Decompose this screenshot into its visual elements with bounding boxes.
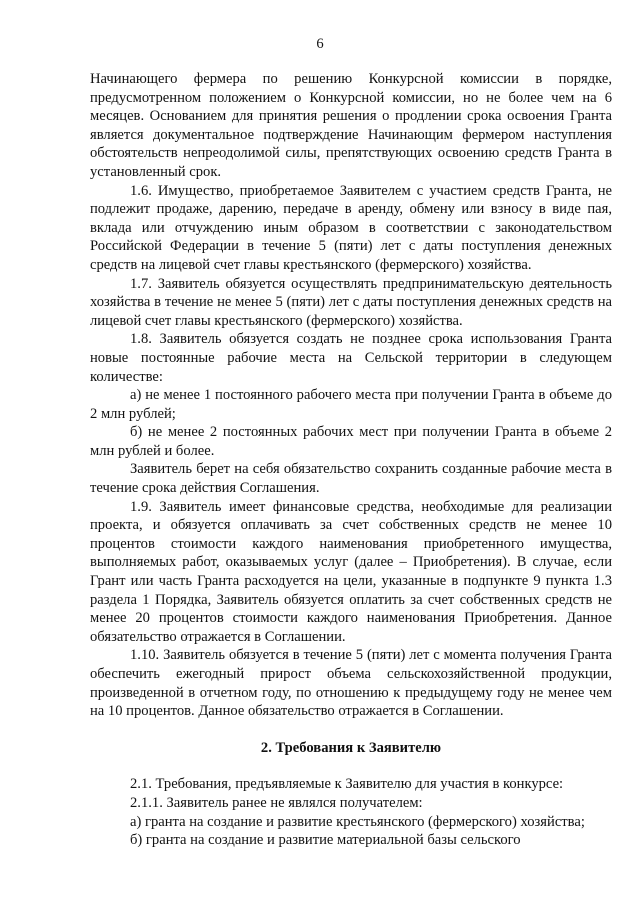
paragraph-1-8-a: а) не менее 1 постоянного рабочего места при получении Гранта в объеме до 2 млн рублей; <box>90 387 612 422</box>
paragraph-2-1: 2.1. Требования, предъявляемые к Заявителю для участия в конкурсе: <box>130 776 564 793</box>
paragraph-1-8-obligation: Заявитель берет на себя обязательство сохранить созданные рабочие места в течение срока действия Соглашения. <box>90 461 612 497</box>
paragraph-1-10: 1.10. Заявитель обязуется в течение 5 (пяти) лет с момента получения Гранта обеспечить ежегодный прирост объема сельскохозяйственной продукции, произведенной в отчетном году, по отношению к предыдущему году не менее чем на 10 процентов. Данное обязательство отражается в Соглашении. <box>90 647 612 720</box>
section-heading: 2. Требования к Заявителю <box>260 739 442 756</box>
paragraph-continuation: Начинающего фермера по решению Конкурсной комиссии в порядке, предусмотренном положением о Конкурсной комиссии, но не более чем на 6 месяцев. Основанием для принятия решения о продлении срока освоения Гранта является документальное подтверждение Начинающим фермером наступления обстоятельств непреодолимой силы, препятствующих освоению средств Гранта в установленный срок. <box>90 71 612 180</box>
paragraph-2-1-1-b: б) гранта на создание и развитие материальной базы сельского <box>130 832 521 849</box>
document-body <box>90 70 612 850</box>
paragraph-1-9: 1.9. Заявитель имеет финансовые средства, необходимые для реализации проекта, и обязуется оплачивать за счет собственных средств не менее 10 процентов стоимости каждого наименования приобретенного имущества, выполняемых работ, оказываемых услуг (далее – Приобретения). В случае, если Грант или часть Гранта расходуется на цели, указанные в подпункте 9 пункта 1.3 раздела 1 Порядка, Заявитель обязуется оплатить за счет собственных средств не менее 20 процентов стоимости каждого наименования Приобретения. Данное обязательство отражается в Соглашении. <box>90 498 612 645</box>
paragraph-2-1-1-a: а) гранта на создание и развитие крестьянского (фермерского) хозяйства; <box>130 813 585 830</box>
paragraph-1-8-b: б) не менее 2 постоянных рабочих мест при получении Гранта в объеме 2 млн рублей и более. <box>90 424 612 459</box>
paragraph-1-6: 1.6. Имущество, приобретаемое Заявителем с участием средств Гранта, не подлежит продаже, дарению, передаче в аренду, обмену или взносу в виде пая, вклада или отчуждению иным образом в соответствии с законодательством Российской Федерации в течение 5 (пяти) лет с даты поступления денежных средств на лицевой счет главы крестьянского (фермерского) хозяйства. <box>90 182 612 273</box>
page-number: 6 <box>316 36 324 52</box>
paragraph-2-1-1: 2.1.1. Заявитель ранее не являлся получателем: <box>130 794 423 811</box>
paragraph-1-7: 1.7. Заявитель обязуется осуществлять предпринимательскую деятельность хозяйства в течение не менее 5 (пяти) лет с даты поступления денежных средств на лицевой счет главы крестьянского (фермерского) хозяйства. <box>90 275 612 329</box>
paragraph-1-8: 1.8. Заявитель обязуется создать не позднее срока использования Гранта новые постоянные рабочие места на Сельской территории в следующем количестве: <box>90 331 612 385</box>
